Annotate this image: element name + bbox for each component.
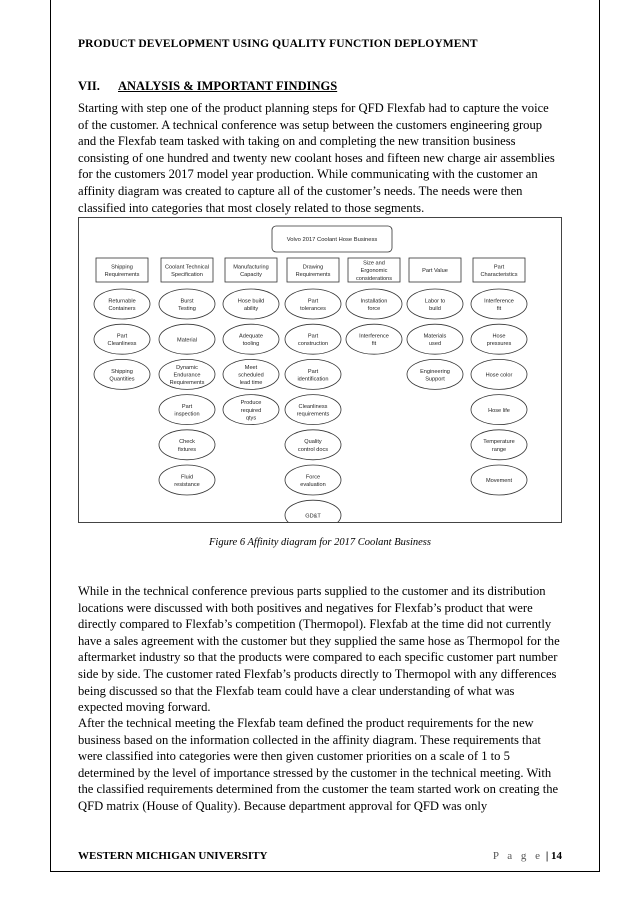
category-label: Size and Ergonomic considerations — [355, 260, 393, 282]
need-label: Part inspection — [174, 404, 200, 418]
figure-caption: Figure 6 Affinity diagram for 2017 Coolant Business — [209, 537, 431, 548]
section-number: VII. — [78, 79, 100, 93]
need-label: Burst Testing — [178, 298, 196, 312]
footer-page-number: 14 — [551, 850, 562, 862]
need-label: Movement — [485, 478, 513, 485]
need-label: Fluid resistance — [174, 474, 200, 488]
diagram-column — [159, 258, 215, 495]
affinity-diagram — [79, 218, 561, 522]
need-label: Interference fit — [359, 333, 389, 348]
paragraph-1: Starting with step one of the product planning steps for QFD Flexfab had to capture the voice of the customer. A technical conference was setup between the customers engineering group and the Flexfab team tasked with taking on and completing the new transition business consisting of one hundred and twenty new coolant hoses and fifteen new charge air assemblies for the customers 2017 model year production. While communicating with the customer an affinity diagram was created to capture all of the customer’s needs. The needs were then classified into categories that most closely related to those segments. — [78, 101, 555, 215]
need-label: Part construction — [297, 333, 329, 348]
running-header: PRODUCT DEVELOPMENT USING QUALITY FUNCTION DEPLOYMENT — [78, 38, 478, 50]
category-label: Part Characteristics — [480, 264, 518, 278]
section-title: ANALYSIS & IMPORTANT FINDINGS — [118, 79, 338, 93]
need-label: Hose life — [488, 407, 510, 414]
category-label: Drawing Requirements — [295, 264, 331, 278]
category-label: Coolant Technical Specification — [164, 264, 210, 278]
need-label: Materials used — [423, 333, 447, 348]
need-label: Hose color — [485, 372, 513, 379]
diagram-column — [223, 258, 279, 425]
need-label: Cleanliness requirements — [296, 404, 330, 418]
category-label: Shipping Requirements — [104, 264, 140, 278]
diagram-column — [346, 258, 402, 354]
category-label: Manufacturing Capacity — [233, 264, 269, 278]
diagram-column — [407, 258, 463, 389]
need-label: Part tolerances — [300, 298, 326, 312]
footer-page-label: P a g e — [492, 850, 544, 862]
diagram-column — [285, 258, 341, 522]
page-footer — [78, 850, 562, 862]
category-label: Part Value — [422, 268, 448, 275]
need-label: Adequate tooling — [239, 333, 263, 348]
need-label: Hose pressures — [486, 333, 512, 348]
diagram-column — [471, 258, 527, 495]
paragraph-2: While in the technical conference previous parts supplied to the customer and its distribution locations were discussed with both positives and negatives for Flexfab’s product that were directly compared to Flexfab’s competition (Thermopol). Flexfab at the time did not currently have a sales agreement with the customer but they supplied the same hose as Thermopol for the aftermarket industry so that the products were compared to each specific customer part number side by side. The customer rated Flexfab’s products directly to Thermopol with any differences being discussed so that the Flexfab team could have a clear understanding of what was expected moving forward. — [78, 584, 560, 715]
footer-page-info — [493, 850, 562, 862]
need-label: GD&T — [305, 513, 321, 520]
footer-university: WESTERN MICHIGAN UNIVERSITY — [78, 850, 268, 862]
need-label: Quality control docs — [297, 439, 329, 453]
need-label: Check fixtures — [177, 439, 197, 453]
paragraph-3: After the technical meeting the Flexfab team defined the product requirements for the new business based on the information collected in the affinity diagram. These requirements that were classified into categories were then given customer priorities on a scale of 1 to 5 determined by the level of importance stressed by the customer in the technical meeting. With the classified requirements determined from the customer the team started work on creating the QFD matrix (House of Quality). Because department approval for QFD was only — [78, 716, 559, 813]
need-label: Part Cleanliness — [107, 333, 137, 348]
diagram-column — [94, 258, 150, 389]
need-label: Material — [177, 337, 197, 344]
need-label: Interference fit — [484, 298, 514, 312]
need-label: Shipping Quantities — [109, 368, 135, 383]
footer-page-separator: | — [545, 850, 549, 862]
section-heading — [78, 79, 337, 94]
need-label: Produce required qtys — [240, 400, 262, 422]
affinity-diagram-figure — [78, 217, 562, 523]
need-label: Force evaluation — [300, 474, 326, 488]
need-label: Returnable Containers — [108, 298, 136, 312]
need-label: Installation force — [360, 298, 388, 312]
need-label: Part identification — [297, 368, 329, 383]
need-label: Labor to build — [424, 298, 446, 312]
need-label: Engineering Support — [420, 368, 450, 383]
need-label: Meet scheduled lead time — [238, 365, 264, 387]
need-label: Hose build ability — [237, 298, 265, 312]
need-label: Temperature range — [483, 439, 515, 453]
need-label: Dynamic Endurance Requirements — [169, 365, 205, 387]
diagram-title: Volvo 2017 Coolant Hose Business — [286, 237, 378, 243]
